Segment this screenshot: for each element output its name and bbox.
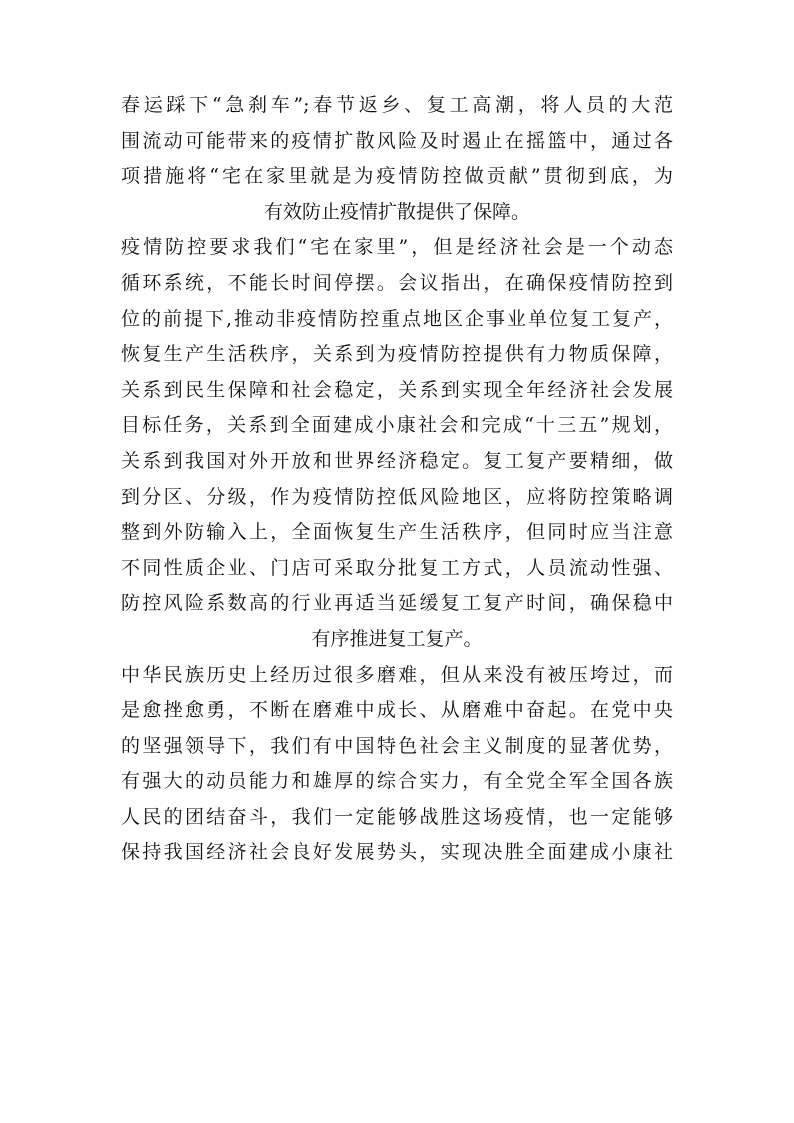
text-line: 整到外防输入上，全面恢复生产生活秩序，但同时应当注意 [121, 521, 673, 544]
text-line: 中华民族历史上经历过很多磨难，但从来没有被压垮过，而 [121, 663, 673, 686]
text-line: 围流动可能带来的疫情扩散风险及时遏止在摇篮中，通过各 [121, 129, 673, 152]
text-line: 春运踩下“急刹车”;春节返乡、复工高潮，将人员的大范 [121, 94, 673, 116]
text-line: 人民的团结奋斗，我们一定能够战胜这场疫情，也一定能够 [121, 805, 673, 828]
text-line: 是愈挫愈勇，不断在磨难中成长、从磨难中奋起。在党中央 [121, 699, 673, 722]
text-line: 关系到我国对外开放和世界经济稳定。复工复产要精细，做 [121, 449, 673, 472]
text-line: 恢复生产生活秩序，关系到为疫情防控提供有力物质保障， [121, 343, 673, 366]
text-line: 不同性质企业、门店可采取分批复工方式，人员流动性强、 [121, 556, 673, 579]
text-line: 关系到民生保障和社会稳定，关系到实现全年经济社会发展 [121, 378, 673, 401]
text-line: 防控风险系数高的行业再适当延缓复工复产时间，确保稳中 [121, 592, 673, 615]
text-line: 保持我国经济社会良好发展势头，实现决胜全面建成小康社 [121, 841, 673, 864]
body-text [121, 88, 673, 871]
text-line: 有序推进复工复产。 [311, 627, 483, 650]
text-line: 项措施将“宅在家里就是为疫情防控做贡献”贯彻到底，为 [121, 165, 673, 188]
text-line: 的坚强领导下，我们有中国特色社会主义制度的显著优势， [121, 734, 673, 757]
text-line: 有效防止疫情扩散提供了保障。 [263, 200, 530, 223]
text-line: 目标任务，关系到全面建成小康社会和完成“十三五”规划， [121, 414, 673, 437]
text-line: 循环系统，不能长时间停摆。会议指出，在确保疫情防控到 [121, 271, 673, 294]
text-line: 位的前提下,推动非疫情防控重点地区企事业单位复工复产， [121, 307, 673, 330]
text-line: 疫情防控要求我们“宅在家里”，但是经济社会是一个动态 [121, 236, 673, 259]
text-line: 有强大的动员能力和雄厚的综合实力，有全党全军全国各族 [121, 770, 673, 793]
text-line: 到分区、分级，作为疫情防控低风险地区，应将防控策略调 [121, 485, 673, 508]
